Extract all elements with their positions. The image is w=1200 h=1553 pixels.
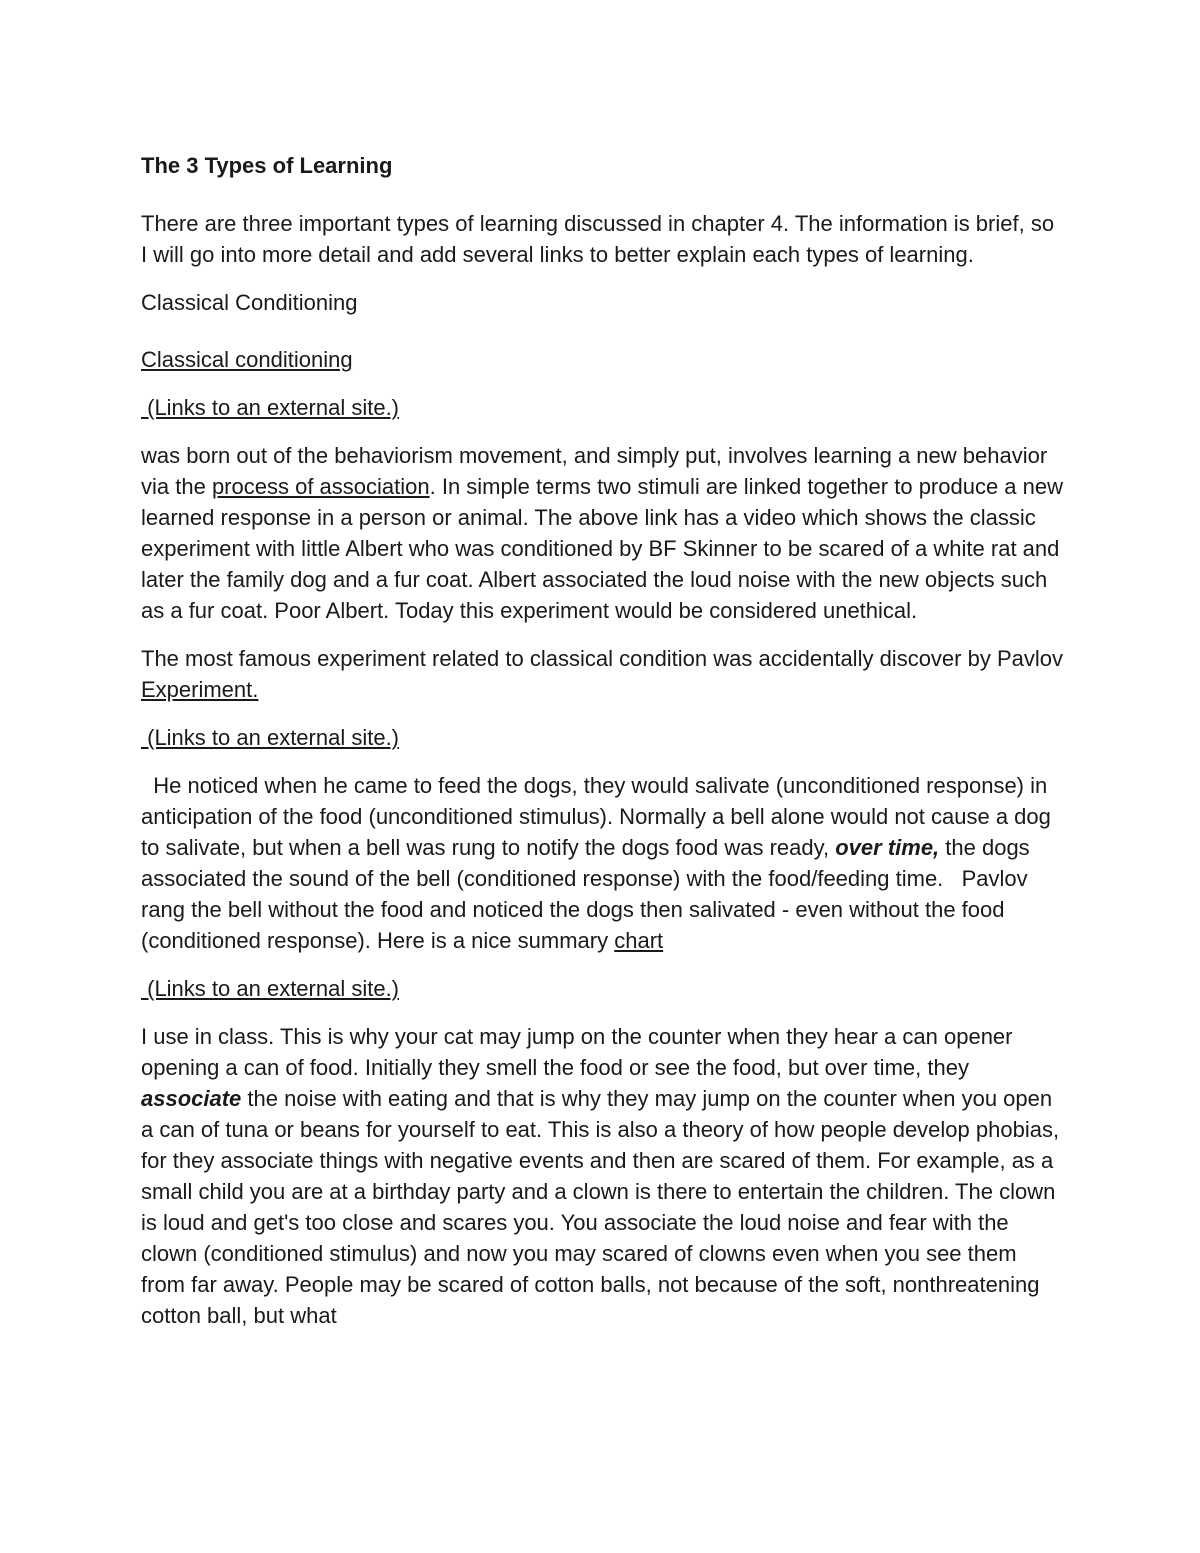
external-site-link[interactable]: (Links to an external site.)	[141, 725, 400, 750]
paragraph-text: I use in class. This is why your cat may jump on the counter when they hear a can opener opening a can of food. Initially they smell the food or see the food, but over time, they	[141, 1024, 1013, 1080]
paragraph-pavlov-dogs	[141, 770, 1066, 956]
classical-conditioning-link[interactable]: Classical conditioning	[141, 347, 353, 372]
experiment-link[interactable]: Experiment.	[141, 677, 259, 702]
classical-conditioning-link-row	[141, 344, 1066, 375]
emphasis-text: over time,	[835, 835, 940, 860]
document-page	[141, 150, 1066, 1348]
chart-link[interactable]: chart	[614, 928, 664, 953]
paragraph-text: . In simple terms two stimuli are linked together to produce a new learned response in a person or animal. The above link has a video which shows the classic experiment with little Albert who was conditioned by BF Skinner to be scared of a white rat and later the family dog and a fur coat. Albert associated the loud noise with the new objects such as a fur coat. Poor Albert. Today this experiment would be considered unethical.	[141, 474, 1064, 623]
paragraph-text: He noticed when he came to feed the dogs, they would salivate (unconditioned response) in anticipation of the food (unconditioned stimulus). Normally a bell alone would not cause a dog to salivate, but when a bell was rung to notify the dogs food was ready,	[141, 773, 1058, 860]
paragraph-text: the dogs associated the sound of the bell (conditioned response) with the food/feeding time. Pavlov rang the bell without the food and noticed the dogs then salivated - even without the food (conditioned response). Here is a nice summary	[141, 835, 1036, 953]
external-site-link[interactable]: (Links to an external site.)	[141, 976, 400, 1001]
intro-paragraph: There are three important types of learning discussed in chapter 4. The information is brief, so I will go into more detail and add several links to better explain each types of learning.	[141, 211, 1055, 267]
emphasis-text: associate	[141, 1086, 242, 1111]
external-link-note	[141, 392, 1066, 423]
paragraph-pavlov-intro	[141, 643, 1066, 705]
external-link-note	[141, 973, 1066, 1004]
paragraph-text: was born out of the behaviorism movement, and simply put, involves learning a new behavior via the	[141, 443, 1048, 499]
paragraph-born-of-behaviorism	[141, 440, 1066, 626]
process-of-association-link[interactable]: process of association	[211, 474, 430, 499]
external-site-link[interactable]: (Links to an external site.)	[141, 395, 400, 420]
document-title: The 3 Types of Learning	[141, 153, 393, 178]
external-link-note	[141, 722, 1066, 753]
paragraph-cat-example	[141, 1021, 1066, 1331]
section-heading: Classical Conditioning	[141, 290, 358, 315]
paragraph-text: the noise with eating and that is why they may jump on the counter when you open a can of tuna or beans for yourself to eat. This is also a theory of how people develop phobias, for they associate things with negative events and then are scared of them. For example, as a small child you are at a birthday party and a clown is there to entertain the children. The clown is loud and get's too close and scares you. You associate the loud noise and fear with the clown (conditioned stimulus) and now you may scared of clowns even when you see them from far away. People may be scared of cotton balls, not because of the soft, nonthreatening cotton ball, but what	[141, 1086, 1060, 1328]
paragraph-text: The most famous experiment related to classical condition was accidentally discover by Pavlov	[141, 646, 1063, 671]
